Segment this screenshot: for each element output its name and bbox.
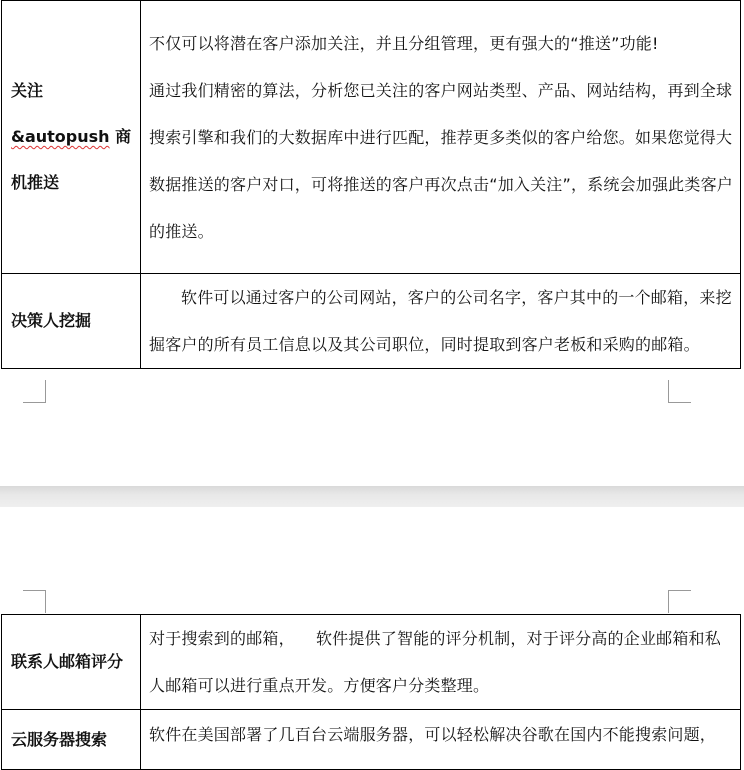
feature-label-cell <box>2 1 141 274</box>
feature-description-cell <box>141 710 741 770</box>
feature-label-cell: 云服务器搜索 <box>2 710 141 770</box>
spellcheck-underlined-word: &autopush <box>11 127 110 146</box>
feature-table-part-1 <box>1 0 741 369</box>
description-paragraph: 对于搜索到的邮箱， 软件提供了智能的评分机制，对于评分高的企业邮箱和私人邮箱可以进行重点开发。方便客户分类整理。 <box>149 629 721 695</box>
document-page-2 <box>0 507 744 768</box>
feature-description-cell <box>141 1 741 274</box>
feature-description-cell <box>141 274 741 369</box>
margin-corner-mark <box>23 380 46 403</box>
table-row <box>2 710 741 770</box>
table-row <box>2 1 741 274</box>
feature-label-line <box>11 114 140 160</box>
description-paragraph: 不仅可以将潜在客户添加关注，并且分组管理，更有强大的“推送”功能! <box>149 33 659 53</box>
table-row <box>2 615 741 710</box>
margin-corner-mark <box>668 590 691 613</box>
feature-label-line: 关注 <box>11 81 44 100</box>
feature-description-cell <box>141 615 741 710</box>
table-row <box>2 274 741 369</box>
description-paragraph: 软件在美国部署了几百台云端服务器，可以轻松解决谷歌在国内不能搜索问题， <box>149 725 717 744</box>
feature-label-fragment: 商 <box>109 127 132 146</box>
feature-label-cell: 决策人挖掘 <box>2 274 141 369</box>
feature-table-part-2 <box>1 614 741 770</box>
description-paragraph: 通过我们精密的算法，分析您已关注的客户网站类型、产品、网站结构，再到全球搜索引擎和我们的大数据库中进行匹配，推荐更多类似的客户给您。如果您觉得大数据推送的客户对口，可将推送的客户再次点击“加入关注”，系统会加强此类客户的推送。 <box>149 80 733 241</box>
margin-corner-mark <box>23 590 46 613</box>
feature-label-cell: 联系人邮箱评分 <box>2 615 141 710</box>
description-paragraph: 软件可以通过客户的公司网站，客户的公司名字，客户其中的一个邮箱，来挖掘客户的所有员工信息以及其公司职位，同时提取到客户老板和采购的邮箱。 <box>149 288 732 354</box>
page-separator <box>0 486 744 507</box>
margin-corner-mark <box>668 380 691 403</box>
feature-label-line: 机推送 <box>11 173 60 192</box>
